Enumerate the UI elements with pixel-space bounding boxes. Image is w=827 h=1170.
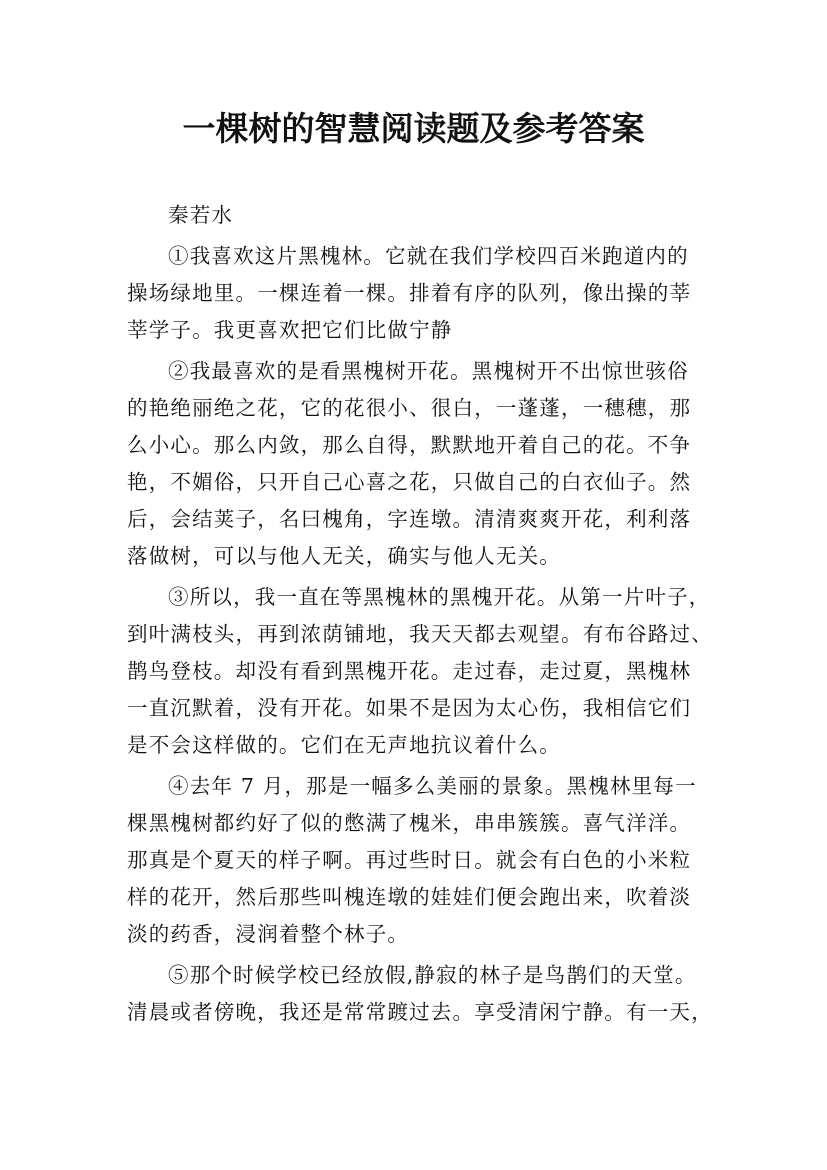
paragraph-3 bbox=[127, 579, 713, 764]
paragraph-line: 样的花开，然后那些叫槐连墩的娃娃们便会跑出来，吹着淡 bbox=[127, 885, 692, 909]
paragraph-line: 到叶满枝头，再到浓荫铺地，我天天都去观望。有布谷路过、 bbox=[127, 622, 713, 646]
paragraph-4 bbox=[127, 768, 704, 953]
paragraph-line: 操场绿地里。一棵连着一棵。排着有序的队列，像出操的莘 bbox=[127, 281, 692, 305]
paragraph-line: ④去年 7 月，那是一幅多么美丽的景象。黑槐林里每一 bbox=[168, 774, 697, 798]
paragraph-line: 么小心。那么内敛，那么自得，默默地开着自己的花。不争 bbox=[127, 433, 692, 457]
paragraph-line: 是不会这样做的。它们在无声地抗议着什么。 bbox=[127, 733, 561, 757]
paragraph-line: 棵黑槐树都约好了似的憋满了槐米，串串簇簇。喜气洋洋。 bbox=[127, 811, 692, 835]
paragraph-line: ②我最喜欢的是看黑槐树开花。黑槐树开不出惊世骇俗 bbox=[168, 359, 689, 383]
paragraph-line: 落做树，可以与他人无关，确实与他人无关。 bbox=[127, 544, 561, 568]
document-title: 一棵树的智慧阅读题及参考答案 bbox=[182, 109, 645, 148]
paragraph-1 bbox=[127, 238, 704, 349]
paragraph-line: 艳，不媚俗，只开自己心喜之花，只做自己的白衣仙子。然 bbox=[127, 470, 692, 494]
paragraph-2 bbox=[127, 353, 704, 575]
document-body bbox=[127, 197, 713, 1031]
paragraph-line: 那真是个夏天的样子啊。再过些时日。就会有白色的小米粒 bbox=[127, 848, 692, 872]
paragraph-line: ⑤那个时候学校已经放假,静寂的林子是鸟鹊们的天堂。 bbox=[168, 963, 697, 987]
paragraph-line: 清晨或者傍晚，我还是常常踱过去。享受清闲宁静。有一天， bbox=[127, 1000, 713, 1024]
author-name: 秦若水 bbox=[168, 203, 234, 227]
paragraph-line: ③所以，我一直在等黑槐林的黑槐开花。从第一片叶子， bbox=[168, 585, 711, 609]
paragraph-line: 后，会结荚子，名曰槐角，字连墩。清清爽爽开花，利利落 bbox=[127, 507, 692, 531]
paragraph-line: 一直沉默着，没有开花。如果不是因为太心伤，我相信它们 bbox=[127, 696, 692, 720]
paragraph-line: ①我喜欢这片黑槐林。它就在我们学校四百米跑道内的 bbox=[168, 244, 689, 268]
paragraph-5 bbox=[127, 957, 713, 1031]
paragraph-line: 鹊鸟登枝。却没有看到黑槐开花。走过春，走过夏，黑槐林 bbox=[127, 659, 692, 683]
paragraph-line: 莘学子。我更喜欢把它们比做宁静 bbox=[127, 318, 453, 342]
paragraph-line: 的艳绝丽绝之花，它的花很小、很白，一蓬蓬，一穗穗，那 bbox=[127, 396, 692, 420]
paragraph-line: 淡的药香，浸润着整个林子。 bbox=[127, 922, 410, 946]
